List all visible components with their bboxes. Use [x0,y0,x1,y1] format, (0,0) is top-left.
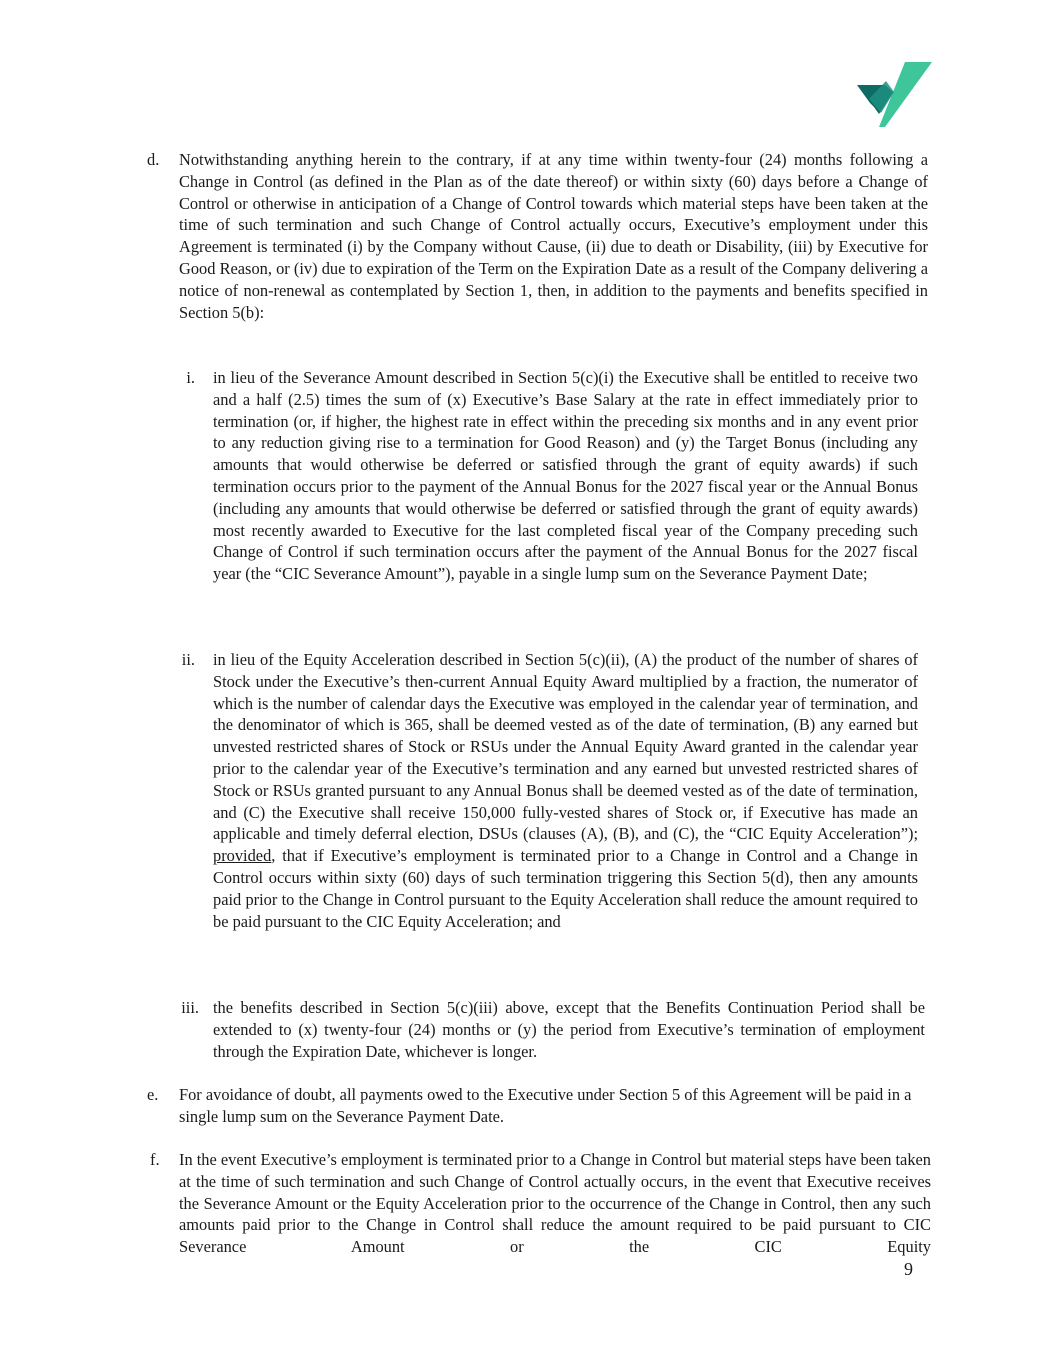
paragraph-d-iii: the benefits described in Section 5(c)(iii) above, except that the Benefits Continuation Period shall be extended to (x) twenty-four (24) months or (y) the period from Executive’s termination of employment through the Expiration Date, whichever is longer. [213,998,925,1061]
paragraph-d-i: in lieu of the Severance Amount described in Section 5(c)(i) the Executive shall be entitled to receive two and a half (2.5) times the sum of (x) Executive’s Base Salary at the rate in effect immediately prior to termination (or, if higher, the highest rate in effect within the preceding six months and in any event prior to any reduction giving rise to a termination for Good Reason) and (y) the Target Bonus (including any amounts that would otherwise be deferred or satisfied through the grant of equity awards) if such termination occurs prior to the payment of the Annual Bonus for the 2027 fiscal year or the Annual Bonus (including any amounts that would otherwise be deferred or satisfied through the grant of equity awards) most recently awarded to Executive for the last completed fiscal year of the Company preceding such Change of Control if such termination occurs after the payment of the Annual Bonus for the 2027 fiscal year (the “CIC Severance Amount”), payable in a single lump sum on the Severance Payment Date; [213,368,918,584]
paragraph-d-ii-text-after: , that if Executive’s employment is terminated prior to a Change in Control and a Change in Control occurs within sixty (60) days of such termination triggering this Section 5(d), then any amounts paid prior to the Change in Control pursuant to the Equity Acceleration shall reduce the amount required to be paid pursuant to the CIC Equity Acceleration; and [213,846,918,931]
paragraph-d-ii-marker: ii. [181,650,195,669]
paragraph-d-marker: d. [147,150,160,169]
paragraph-d-i-marker: i. [186,368,195,387]
paragraph-d-ii [213,649,918,932]
page-number: 9 [904,1259,913,1279]
paragraph-d-ii-text-before: in lieu of the Equity Acceleration described in Section 5(c)(ii), (A) the product of the number of shares of Stock under the Executive’s then-current Annual Equity Award multiplied by a fraction, the numerator of which is the number of calendar days the Executive was employed in the calendar year of termination, and the denominator of which is 365, shall be deemed vested as of the date of termination, (B) any earned but unvested restricted shares of Stock or RSUs under the Annual Equity Award granted in the calendar year prior to the calendar year of the Executive’s termination and any earned but unvested restricted shares of Stock or RSUs granted pursuant to any Annual Bonus shall be deemed vested as of the date of termination, and (C) the Executive shall receive 150,000 fully-vested shares of Stock or, if Executive has made an applicable and timely deferral election, DSUs (clauses (A), (B), and (C), the “CIC Equity Acceleration”); [213,650,918,844]
paragraph-d: Notwithstanding anything herein to the contrary, if at any time within twenty-four (24) months following a Change in Control (as defined in the Plan as of the date thereof) or within sixty (60) days before a Change of Control or otherwise in anticipation of a Change of Control towards which material steps have been taken at the time of such termination and such Change of Control actually occurs, Executive’s employment under this Agreement is terminated (i) by the Company without Cause, (ii) due to death or Disability, (iii) by Executive for Good Reason, or (iv) due to expiration of the Term on the Expiration Date as a result of the Company delivering a notice of non-renewal as contemplated by Section 1, then, in addition to the payments and benefits specified in Section 5(b): [179,150,928,322]
paragraph-f-marker: f. [150,1150,160,1169]
paragraph-e-marker: e. [147,1085,159,1104]
check-mark-logo [857,61,932,127]
paragraph-f: In the event Executive’s employment is terminated prior to a Change in Control but material steps have been taken at the time of such termination and such Change of Control actually occurs, in the event that Executive receives the Severance Amount or the Equity Acceleration prior to the occurrence of the Change in Control, then any such amounts paid prior to the Change in Control shall reduce the amount required to be paid pursuant to CIC Severance Amount or the CIC Equity [179,1150,931,1257]
provided-underlined-term: provided [213,846,272,866]
paragraph-e: For avoidance of doubt, all payments owed to the Executive under Section 5 of this Agreement will be paid in a single lump sum on the Severance Payment Date. [179,1085,912,1126]
paragraph-d-iii-marker: iii. [181,998,199,1017]
